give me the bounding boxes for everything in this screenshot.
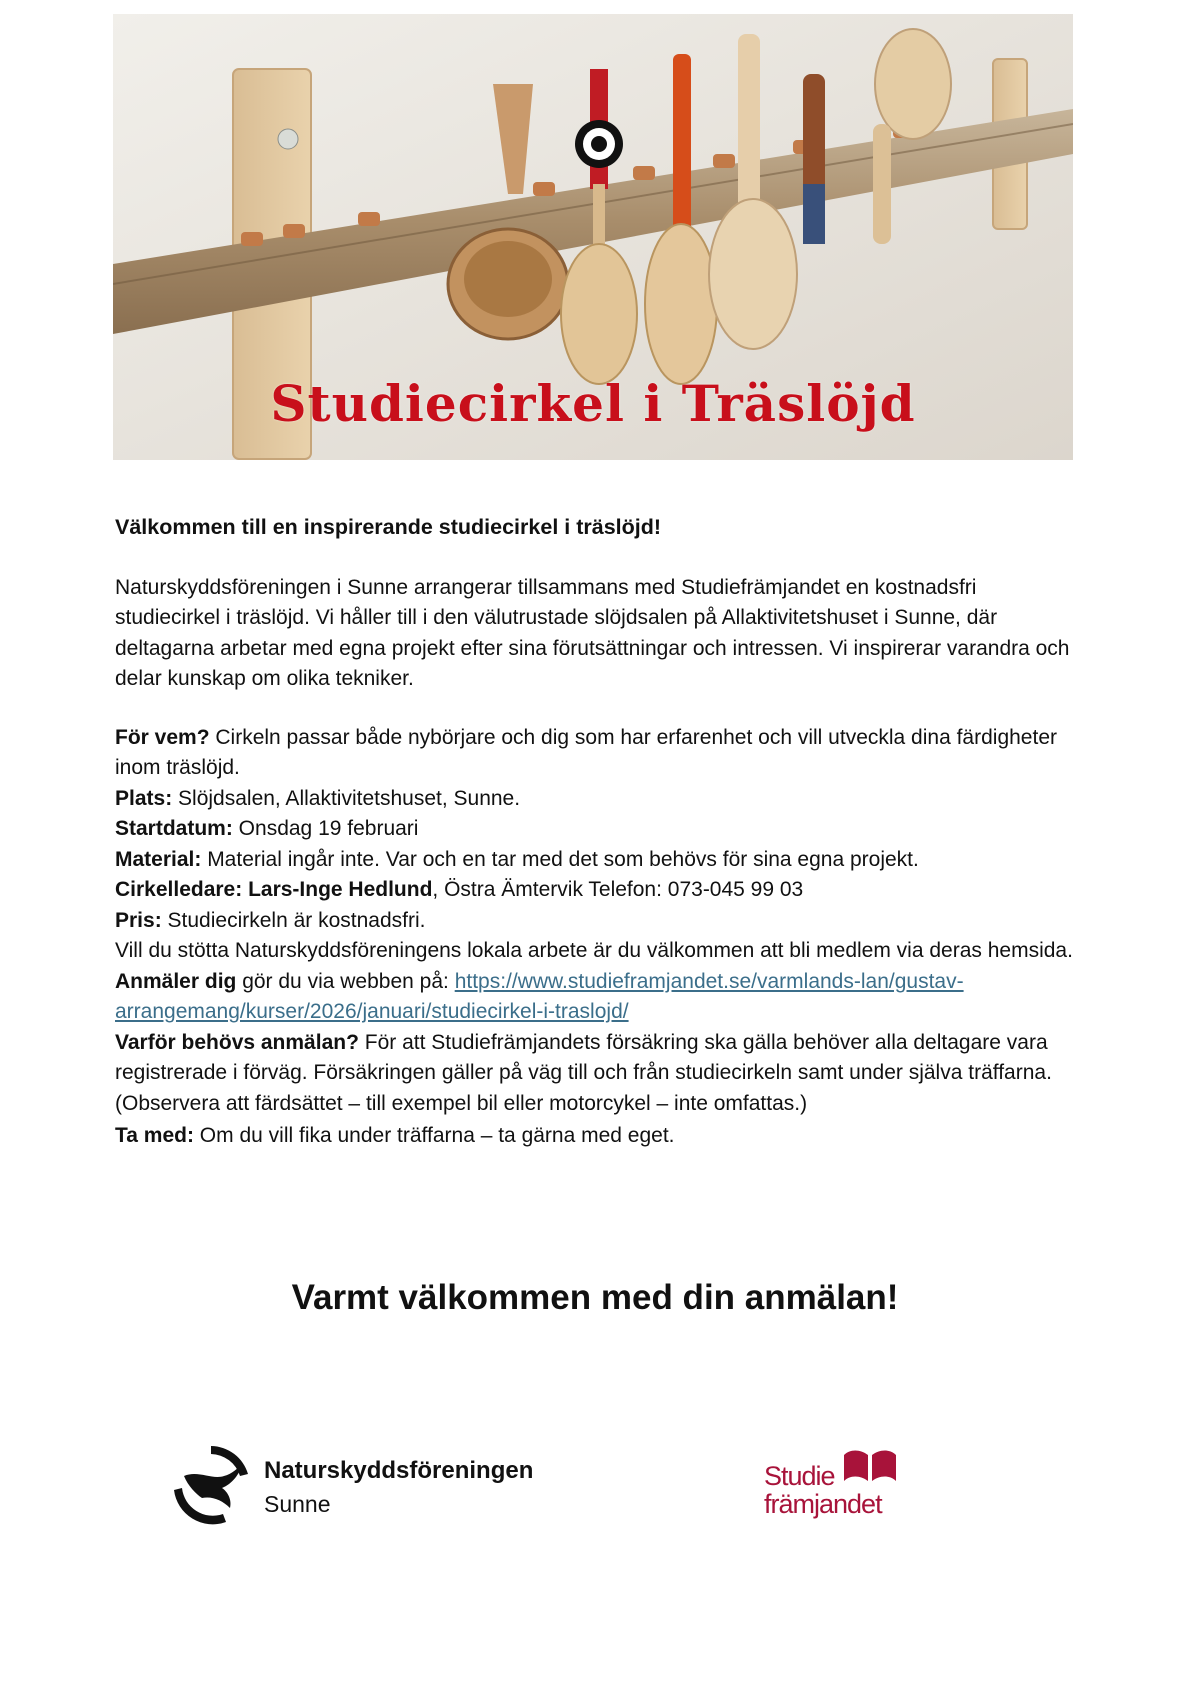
- hero-title: Studiecirkel i Träslöjd: [270, 374, 916, 433]
- price-label: Pris:: [115, 908, 162, 932]
- intro-paragraph: Naturskyddsföreningen i Sunne arrangerar tillsammans med Studiefrämjandet en kostnadsfri studiecirkel i träslöjd. Vi håller till i den välutrustade slöjdsalen på Allaktivitetshuset i Sunne, där deltagarna arbetar med egna projekt efter sina förutsättningar och intressen. Vi inspirerar varandra och delar kunskap om olika tekniker.: [115, 575, 1070, 690]
- detail-start: [115, 814, 1075, 845]
- event-content: [115, 512, 1075, 1152]
- detail-why: [115, 1028, 1075, 1120]
- detail-material: [115, 845, 1075, 876]
- studieframjandet-line2: främjandet: [764, 1489, 882, 1519]
- studieframjandet-line1: Studie: [764, 1461, 835, 1491]
- naturskydd-place: Sunne: [264, 1491, 331, 1517]
- books-icon: [840, 1447, 900, 1487]
- register-text: gör du via webben på:: [236, 969, 455, 993]
- hero-image: [113, 14, 1073, 460]
- why-text: För att Studiefrämjandets försäkring ska gälla behöver alla deltagare vara registrerade i förväg. Försäkringen gäller på väg till och från studiecirkeln samt under själva träffarna. (Observera att färdsättet – till exempel bil eller motorcykel – inte omfattas.): [115, 1030, 1052, 1115]
- registration-link[interactable]: https://www.studieframjandet.se/varmlands-lan/gustav-arrangemang/kurser/2026/januari/studiecirkel-i-traslojd/: [115, 969, 964, 1023]
- detail-bring: [115, 1121, 1075, 1152]
- register-label: Anmäler dig: [115, 969, 237, 993]
- place-text: Slöjdsalen, Allaktivitetshuset, Sunne.: [172, 786, 521, 810]
- bird-icon: [166, 1440, 256, 1530]
- support-text: Vill du stötta Naturskyddsföreningens lokala arbete är du välkommen att bli medlem via deras hemsida.: [115, 939, 1073, 962]
- naturskydd-name: Naturskyddsföreningen: [264, 1457, 534, 1484]
- welcome-heading: Välkommen till en inspirerande studiecirkel i träslöjd!: [115, 515, 662, 539]
- closing-heading: Varmt välkommen med din anmälan!: [291, 1278, 899, 1317]
- detail-leader: [115, 875, 1075, 906]
- detail-place: [115, 784, 1075, 815]
- why-label: Varför behövs anmälan?: [115, 1030, 359, 1054]
- detail-register: [115, 967, 1075, 1028]
- place-label: Plats:: [115, 786, 173, 810]
- bring-label: Ta med:: [115, 1124, 194, 1147]
- bring-text: Om du vill fika under träffarna – ta gärna med eget.: [193, 1124, 675, 1147]
- leader-label: Cirkelledare: Lars-Inge Hedlund: [115, 878, 433, 901]
- detail-for-whom: [115, 723, 1075, 784]
- material-text: Material ingår inte. Var och en tar med det som behövs för sina egna projekt.: [201, 847, 919, 871]
- material-label: Material:: [115, 847, 202, 871]
- start-text: Onsdag 19 februari: [232, 817, 419, 840]
- for-whom-text: Cirkeln passar både nybörjare och dig som har erfarenhet och vill utveckla dina färdigheter inom träslöjd.: [115, 725, 1057, 779]
- detail-price: [115, 906, 1075, 937]
- for-whom-label: För vem?: [115, 725, 210, 749]
- start-label: Startdatum:: [115, 817, 233, 840]
- naturskydd-logo: [166, 1440, 534, 1530]
- leader-text: , Östra Ämtervik Telefon: 073-045 99 03: [432, 878, 804, 901]
- studieframjandet-logo: [762, 1447, 912, 1527]
- price-text: Studiecirkeln är kostnadsfri.: [161, 908, 426, 932]
